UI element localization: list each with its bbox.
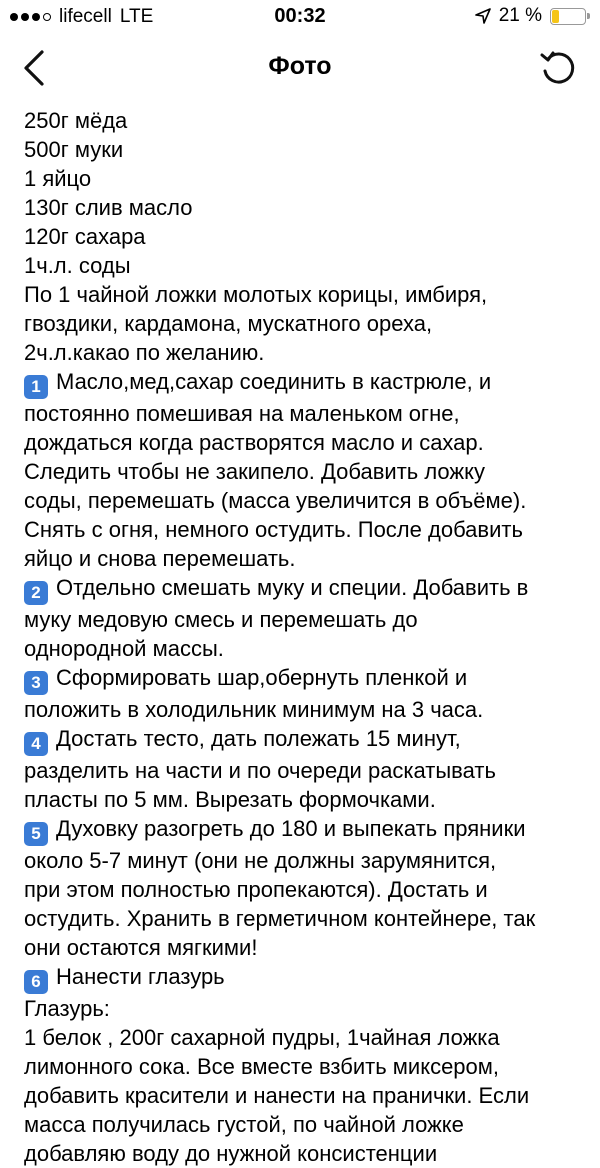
rotate-icon — [539, 49, 577, 87]
recipe-line — [24, 486, 590, 515]
recipe-line — [24, 1052, 590, 1081]
recipe-line-text: 130г слив масло — [24, 195, 193, 220]
nav-bar — [0, 36, 600, 100]
recipe-line — [24, 309, 590, 338]
recipe-line-text: Достать тесто, дать полежать 15 минут, — [56, 726, 461, 751]
recipe-line — [24, 663, 590, 695]
recipe-line-text: Сформировать шар,обернуть пленкой и — [56, 665, 468, 690]
recipe-line-text: 2ч.л.какао по желанию. — [24, 340, 265, 365]
recipe-line — [24, 1023, 590, 1052]
recipe-line — [24, 222, 590, 251]
recipe-line-text: Нанести глазурь — [56, 964, 225, 989]
battery-percent: 21 % — [498, 5, 542, 26]
recipe-line — [24, 756, 590, 785]
recipe-line — [24, 515, 590, 544]
recipe-line-text: гвоздики, кардамона, мускатного ореха, — [24, 311, 433, 336]
status-right — [475, 5, 586, 27]
recipe-line-text: при этом полностью пропекаются). Достать и — [24, 877, 488, 902]
recipe-line-text: пласты по 5 мм. Вырезать формочками. — [24, 787, 436, 812]
recipe-line — [24, 785, 590, 814]
recipe-line — [24, 605, 590, 634]
recipe-line-text: 1 яйцо — [24, 166, 92, 191]
recipe-line — [24, 367, 590, 399]
recipe-line-text: соды, перемешать (масса увеличится в объёме). — [24, 488, 527, 513]
step-number-badge: 4 — [24, 732, 48, 756]
recipe-line — [24, 904, 590, 933]
recipe-line-text: однородной массы. — [24, 636, 224, 661]
recipe-line-text: Глазурь: — [24, 996, 110, 1021]
recipe-line — [24, 106, 590, 135]
recipe-line-text: лимонного сока. Все вместе взбить миксером, — [24, 1054, 500, 1079]
rotate-button[interactable] — [536, 46, 580, 90]
recipe-line-text: 250г мёда — [24, 108, 128, 133]
clock: 00:32 — [274, 5, 326, 27]
recipe-line-text: добавить красители и нанести на пранички. Если — [24, 1083, 530, 1108]
recipe-line-text: масса получилась густой, по чайной ложке — [24, 1112, 464, 1137]
recipe-line — [24, 1081, 590, 1110]
recipe-line-text: остудить. Хранить в герметичном контейнере, так — [24, 906, 536, 931]
recipe-line — [24, 933, 590, 962]
recipe-line-text: Масло,мед,сахар соединить в кастрюле, и — [56, 369, 492, 394]
step-number-badge: 1 — [24, 375, 48, 399]
step-number-badge: 6 — [24, 970, 48, 994]
recipe-line-text: около 5-7 минут (они не должны зарумянится, — [24, 848, 497, 873]
recipe-line-text: муку медовую смесь и перемешать до — [24, 607, 418, 632]
recipe-line — [24, 338, 590, 367]
status-bar — [0, 0, 600, 36]
battery-fill — [552, 10, 559, 23]
recipe-line-text: 500г муки — [24, 137, 124, 162]
recipe-line — [24, 962, 590, 994]
recipe-line — [24, 724, 590, 756]
step-number-badge: 5 — [24, 822, 48, 846]
recipe-line — [24, 135, 590, 164]
recipe-line — [24, 164, 590, 193]
recipe-line — [24, 251, 590, 280]
step-number-badge: 2 — [24, 581, 48, 605]
network-type: LTE — [119, 6, 154, 27]
recipe-text — [24, 106, 590, 1168]
recipe-line — [24, 193, 590, 222]
recipe-line-text: добавляю воду до нужной консистенции — [24, 1141, 438, 1166]
recipe-line — [24, 573, 590, 605]
recipe-line-text: Снять с огня, немного остудить. После добавить — [24, 517, 523, 542]
step-number-badge: 3 — [24, 671, 48, 695]
recipe-line-text: 120г сахара — [24, 224, 146, 249]
recipe-line — [24, 280, 590, 309]
recipe-line-text: Духовку разогреть до 180 и выпекать пряники — [56, 816, 526, 841]
recipe-line-text: они остаются мягкими! — [24, 935, 258, 960]
recipe-line — [24, 428, 590, 457]
recipe-line-text: положить в холодильник минимум на 3 часа. — [24, 697, 484, 722]
recipe-line — [24, 814, 590, 846]
recipe-line-text: Следить чтобы не закипело. Добавить ложку — [24, 459, 486, 484]
recipe-line-text: По 1 чайной ложки молотых корицы, имбиря, — [24, 282, 488, 307]
recipe-line-text: постоянно помешивая на маленьком огне, — [24, 401, 460, 426]
battery-icon — [550, 8, 586, 25]
recipe-line — [24, 457, 590, 486]
recipe-line — [24, 634, 590, 663]
recipe-line — [24, 1139, 590, 1168]
recipe-line-text: 1ч.л. соды — [24, 253, 131, 278]
recipe-line-text: Отдельно смешать муку и специи. Добавить в — [56, 575, 529, 600]
recipe-line — [24, 875, 590, 904]
location-arrow-icon — [475, 8, 491, 24]
recipe-line-text: 1 белок , 200г сахарной пудры, 1чайная ложка — [24, 1025, 500, 1050]
page-title: Фото — [268, 52, 332, 80]
carrier-name: lifecell — [59, 6, 112, 27]
recipe-line-text: дождаться когда растворятся масло и сахар. — [24, 430, 484, 455]
recipe-line — [24, 544, 590, 573]
recipe-line — [24, 1110, 590, 1139]
recipe-line-text: разделить на части и по очереди раскатывать — [24, 758, 496, 783]
recipe-line-text: яйцо и снова перемешать. — [24, 546, 296, 571]
recipe-line — [24, 399, 590, 428]
recipe-line — [24, 695, 590, 724]
recipe-line — [24, 994, 590, 1023]
recipe-line — [24, 846, 590, 875]
